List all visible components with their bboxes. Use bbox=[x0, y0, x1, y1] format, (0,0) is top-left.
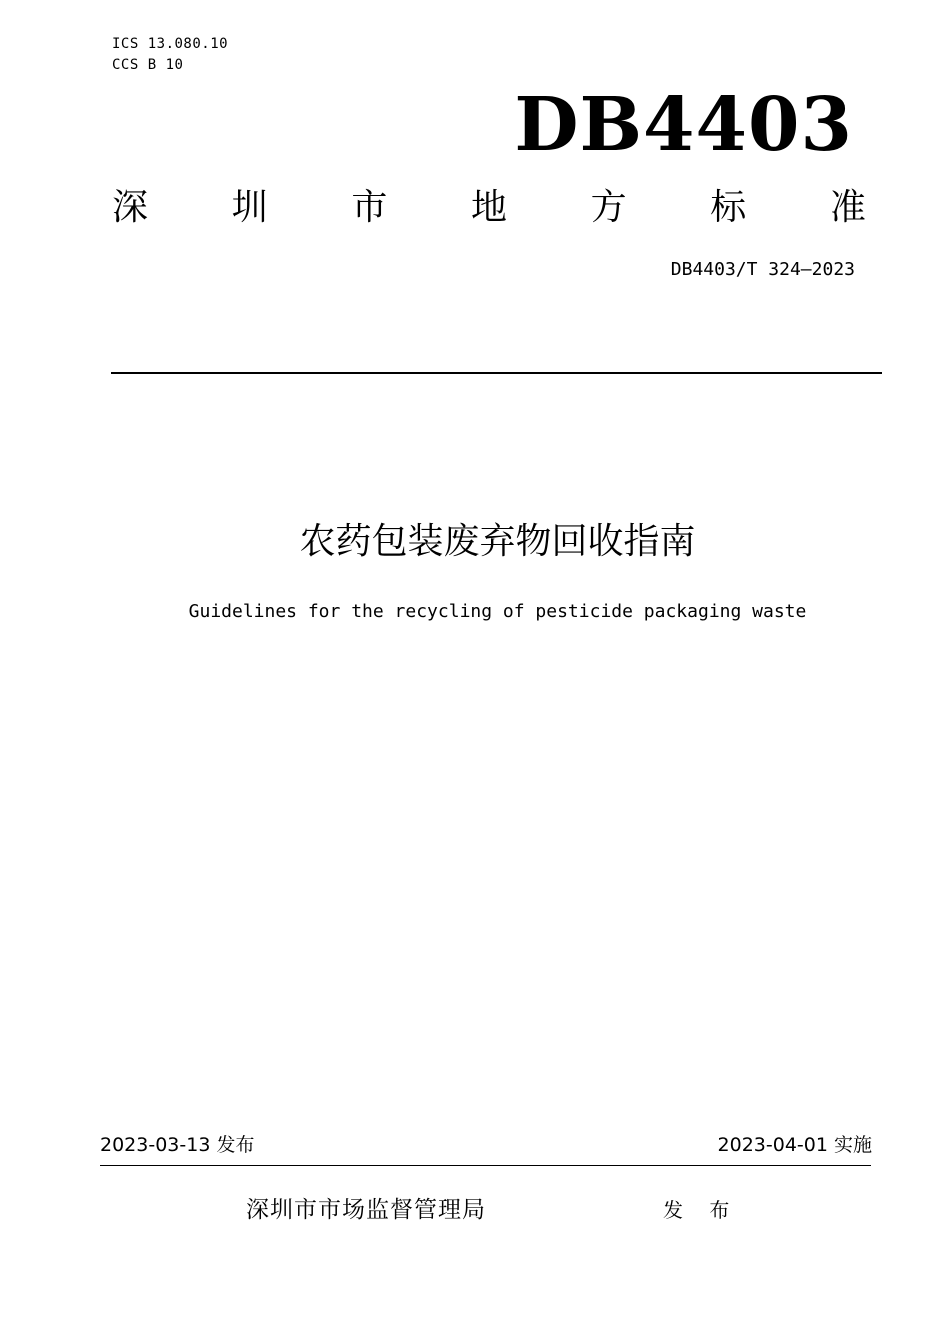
standard-type-heading bbox=[112, 183, 866, 233]
ics-code: ICS 13.080.10 bbox=[112, 36, 229, 52]
standard-code-logo: DB4403 bbox=[514, 82, 853, 168]
standard-type-char: 准 bbox=[829, 187, 866, 228]
standard-number: DB4403/T 324—2023 bbox=[670, 259, 855, 280]
standard-type-char: 深 bbox=[112, 187, 149, 228]
document-title-chinese: 农药包装废弃物回收指南 bbox=[299, 521, 696, 562]
standard-type-char: 地 bbox=[470, 187, 507, 228]
standard-type-char: 圳 bbox=[231, 187, 268, 228]
publish-date: 2023-03-13 发布 bbox=[100, 1134, 255, 1156]
document-title-english: Guidelines for the recycling of pesticide packaging waste bbox=[188, 601, 807, 622]
footer-divider bbox=[100, 1165, 871, 1166]
standard-type-char: 标 bbox=[710, 187, 747, 228]
header-divider bbox=[111, 372, 882, 374]
issuing-authority: 深圳市市场监督管理局 bbox=[246, 1197, 486, 1223]
implement-date: 2023-04-01 实施 bbox=[717, 1134, 872, 1156]
issue-label: 发 布 bbox=[663, 1198, 740, 1222]
standard-type-char: 市 bbox=[351, 187, 388, 228]
ccs-code: CCS B 10 bbox=[112, 57, 184, 73]
standard-type-char: 方 bbox=[590, 187, 627, 228]
